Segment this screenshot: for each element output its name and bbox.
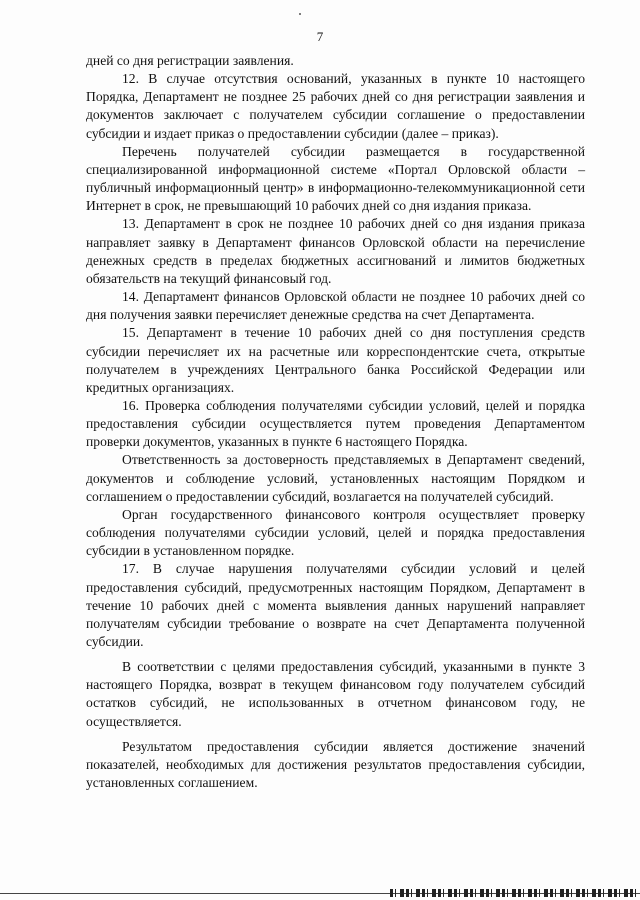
paragraph-item-13: 13. Департамент в срок не позднее 10 рабочих дней со дня издания приказа направляет заявку в Департамент финансов Орловской области на перечисление денежных средств в пределах бюджетных ассигнований и лимитов бюджетных обязательств на текущий финансовый год. [86, 216, 585, 286]
scan-speck [299, 13, 301, 15]
document-body [86, 52, 585, 792]
paragraph-item-16: 16. Проверка соблюдения получателями субсидии условий, целей и порядка предоставления субсидии осуществляется путем проведения Департаментом проверки документов, указанных в пункте 6 настоящего Порядка. [86, 397, 585, 450]
paragraph-item-12: 12. В случае отсутствия оснований, указанных в пункте 10 настоящего Порядка, Департамент не позднее 25 рабочих дней со дня регистрации заявления и документов заключает с получателем субсидии соглашение о предоставлении субсидии и издает приказ о предоставлении субсидии (далее – приказ). [86, 71, 585, 141]
paragraph-item-17: 17. В случае нарушения получателями субсидии условий и целей предоставления субсидий, предусмотренных настоящим Порядком, Департамент в течение 10 рабочих дней с момента выявления данных нарушений направляет получателям субсидии требование о возврате на счет Департамента полученной субсидии. [86, 561, 585, 649]
paragraph-financial-control: Орган государственного финансового контроля осуществляет проверку соблюдения получателями субсидии условий, целей и порядка предоставления субсидии в установленном порядке. [86, 506, 585, 559]
paragraph-continuation: дней со дня регистрации заявления. [86, 53, 294, 68]
paragraph-item-14: 14. Департамент финансов Орловской области не позднее 10 рабочих дней со дня получения заявки перечисляет денежные средства на счет Департамента. [86, 289, 585, 323]
paragraph-recipients-list: Перечень получателей субсидии размещается в государственной специализированной информационной системе «Портал Орловской области – публичный информационный центр» в информационно-телекоммуникационной сети Интернет в срок, не превышающий 10 рабочих дней со дня издания приказа. [86, 143, 585, 214]
page-number: 7 [316, 29, 324, 44]
paragraph-result: Результатом предоставления субсидии является достижение значений показателей, необходимых для достижения результатов предоставления субсидии, установленных соглашением. [86, 738, 585, 791]
paragraph-item-15: 15. Департамент в течение 10 рабочих дней со дня поступления средств субсидии перечисляет их на расчетные или корреспондентские счета, открытые получателем в учреждениях Центрального банка Российской Федерации или кредитных организациях. [86, 325, 585, 395]
scan-edge-bars [390, 889, 640, 897]
paragraph-return-of-balances: В соответствии с целями предоставления субсидий, указанными в пункте 3 настоящего Порядка, возврат в текущем финансовом году получателем субсидий остатков субсидий, не использованных в отчетном финансовом году, не осуществляется. [86, 659, 585, 729]
scan-edge-artifact [0, 888, 640, 900]
paragraph-responsibility: Ответственность за достоверность представляемых в Департамент сведений, документов и соблюдение условий, установленных настоящим Порядком и соглашением о предоставлении субсидий, возлагается на получателей субсидий. [86, 452, 585, 504]
